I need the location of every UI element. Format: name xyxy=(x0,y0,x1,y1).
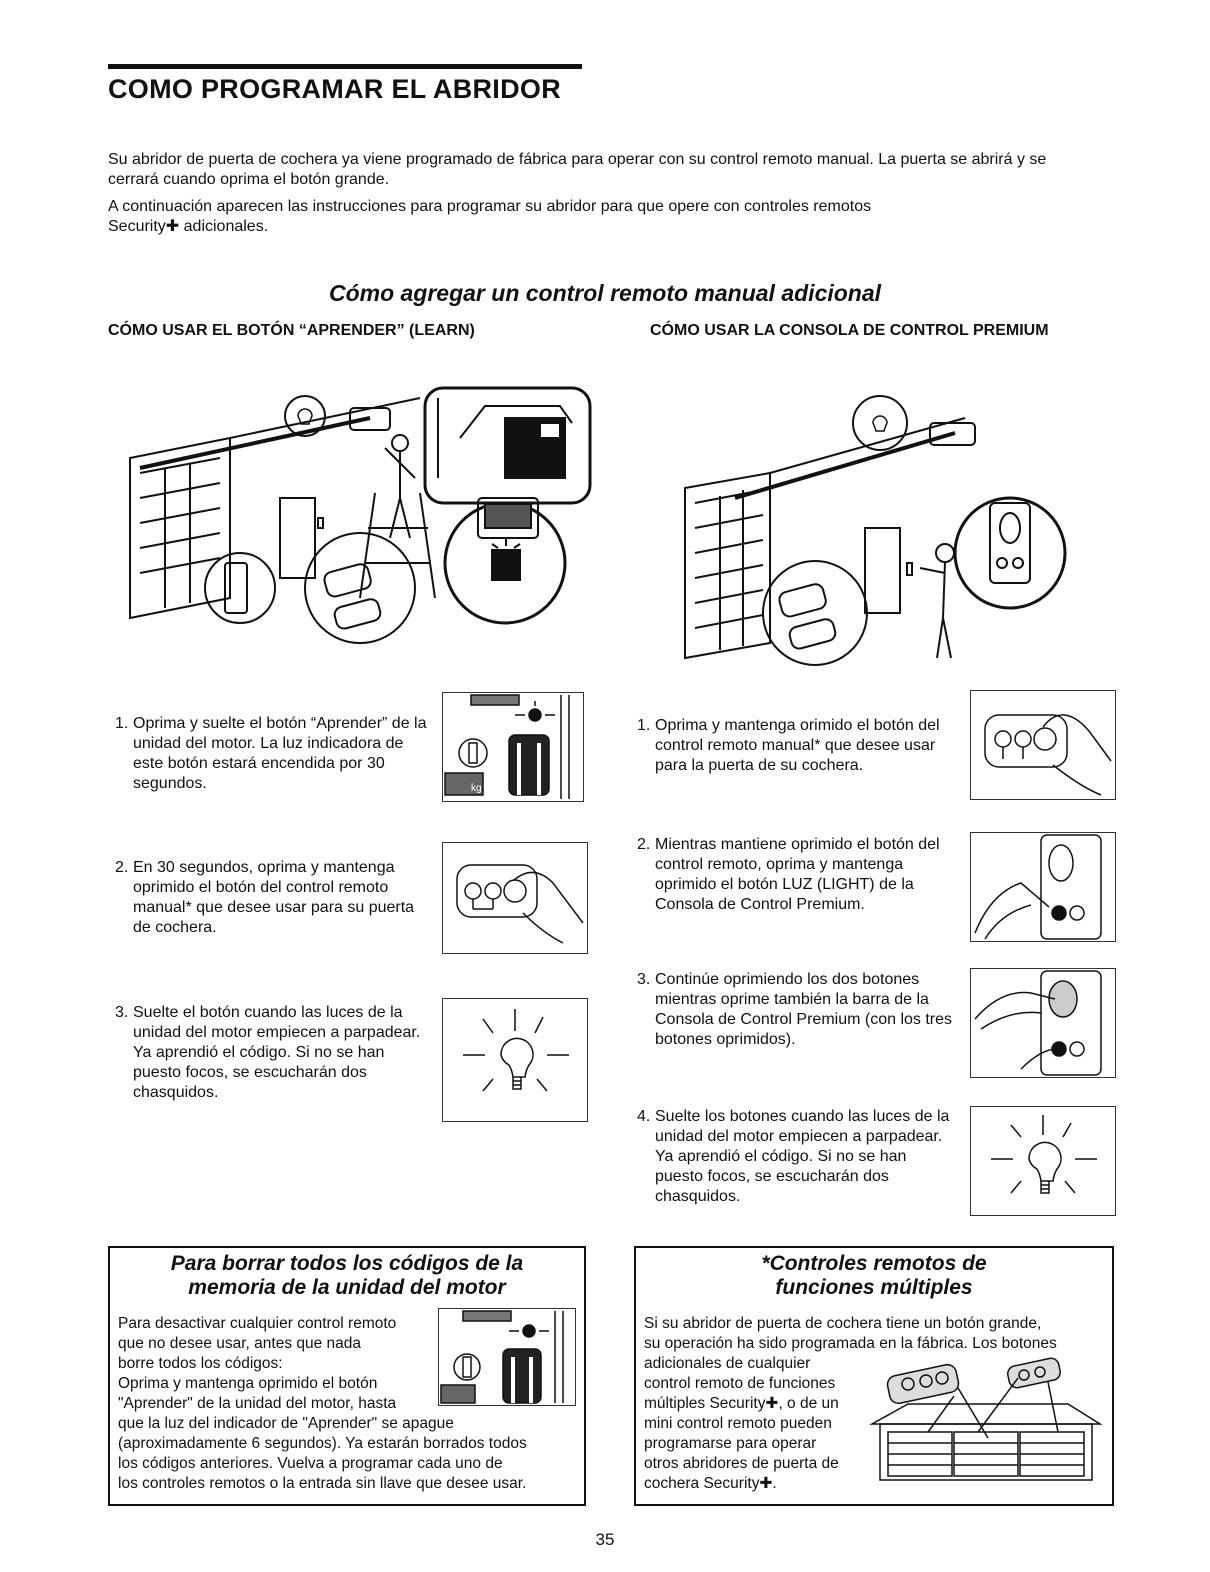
light-bulb-flashing-thumbnail-right xyxy=(970,1106,1116,1216)
left-step-3-number: 3. xyxy=(115,1004,129,1021)
multi-function-remotes-box xyxy=(634,1246,1114,1506)
erase-box-line-6: que la luz del indicador de "Aprender" se apague xyxy=(118,1415,454,1432)
right-step-1-number: 1. xyxy=(637,717,651,734)
remote-press-thumbnail xyxy=(442,842,588,954)
erase-box-line-3: borre todos los códigos: xyxy=(118,1355,283,1372)
right-step-2-number: 2. xyxy=(637,836,651,853)
page-title: COMO PROGRAMAR EL ABRIDOR xyxy=(108,74,561,104)
right-step-2-text: Mientras mantiene oprimido el botón del control remoto, oprima y mantenga oprimido el botón LUZ (LIGHT) de la Consola de Control Premium. xyxy=(655,836,940,913)
intro-paragraph-1: Su abridor de puerta de cochera ya viene programado de fábrica para operar con su control remoto manual. La puerta se abrirá y se cerrará cuando oprima el botón grande. xyxy=(108,151,1047,188)
multi-box-line-7: programarse para operar xyxy=(644,1435,817,1452)
multi-box-line-3: adicionales de cualquier xyxy=(644,1355,811,1372)
multi-box-line-1: Si su abridor de puerta de cochera tiene un botón grande, xyxy=(644,1315,1042,1332)
erase-box-title-line-1: Para borrar todos los códigos de la xyxy=(170,1252,524,1275)
multi-box-line-6: mini control remoto pueden xyxy=(644,1415,832,1432)
right-step-2 xyxy=(637,835,957,915)
multi-box-line-4: control remoto de funciones xyxy=(644,1375,836,1392)
erase-box-line-2: que no desee usar, antes que nada xyxy=(118,1335,362,1352)
learn-button-garage-illustration xyxy=(120,378,600,678)
light-bulb-flashing-thumbnail-left xyxy=(442,998,588,1122)
intro-paragraph-2b: Security✚ adicionales. xyxy=(108,218,269,235)
section-title: Cómo agregar un control remoto manual adicional xyxy=(328,280,882,306)
console-light-button-thumbnail xyxy=(970,832,1116,942)
erase-box-line-9: los controles remotos o la entrada sin llave que desee usar. xyxy=(118,1475,527,1492)
right-step-4 xyxy=(637,1107,957,1207)
thumbnail-label: kg xyxy=(471,783,482,794)
left-column-heading: CÓMO USAR EL BOTÓN “APRENDER” (LEARN) xyxy=(108,322,475,339)
right-column-heading: CÓMO USAR LA CONSOLA DE CONTROL PREMIUM xyxy=(650,322,1049,339)
garage-with-remotes-illustration xyxy=(868,1348,1104,1488)
page-number: 35 xyxy=(595,1530,615,1549)
left-step-2-number: 2. xyxy=(115,859,129,876)
left-step-3-text: Suelte el botón cuando las luces de la unidad del motor empiecen a parpadear. Ya aprendió el código. Si no se han puesto focos, se escucharán dos chasquidos. xyxy=(133,1004,421,1101)
remote-hold-thumbnail xyxy=(970,690,1116,800)
learn-button-thumbnail xyxy=(442,692,584,802)
left-step-2 xyxy=(115,858,435,938)
erase-box-line-8: los códigos anteriores. Vuelva a programar cada uno de xyxy=(118,1455,503,1472)
right-step-3-text: Continúe oprimiendo los dos botones mientras oprime también la barra de la Consola de Control Premium (con los tres botones oprimidos). xyxy=(655,971,953,1048)
left-step-1 xyxy=(115,714,435,794)
left-step-1-text: Oprima y suelte el botón “Aprender” de la unidad del motor. La luz indicadora de este botón estará encendida por 30 segundos. xyxy=(133,715,427,792)
erase-codes-box xyxy=(108,1246,586,1506)
multi-box-line-9: cochera Security✚. xyxy=(644,1475,777,1492)
multi-box-line-8: otros abridores de puerta de xyxy=(644,1455,839,1472)
erase-box-title-line-2: memoria de la unidad del motor xyxy=(188,1276,506,1299)
right-step-3-number: 3. xyxy=(637,971,651,988)
left-step-1-number: 1. xyxy=(115,715,129,732)
right-step-4-text: Suelte los botones cuando las luces de la unidad del motor empiecen a parpadear. Ya aprendió el código. Si no se han puesto focos, se escucharán dos chasquidos. xyxy=(655,1108,950,1205)
right-step-1 xyxy=(637,716,957,776)
erase-box-line-1: Para desactivar cualquier control remoto xyxy=(118,1315,397,1332)
right-step-4-number: 4. xyxy=(637,1108,651,1125)
erase-box-line-4: Oprima y mantenga oprimido el botón xyxy=(118,1375,378,1392)
console-three-buttons-thumbnail xyxy=(970,968,1116,1078)
intro-paragraph-2a: A continuación aparecen las instrucciones para programar su abridor para que opere con controles remotos xyxy=(108,198,872,215)
multi-box-title-line-1: *Controles remotos de xyxy=(761,1252,987,1275)
multi-box-title-line-2: funciones múltiples xyxy=(775,1276,973,1299)
erase-box-line-5: "Aprender" de la unidad del motor, hasta xyxy=(118,1395,397,1412)
erase-box-line-7: (aproximadamente 6 segundos). Ya estarán borrados todos xyxy=(118,1435,527,1452)
left-step-2-text: En 30 segundos, oprima y mantenga oprimido el botón del control remoto manual* que desee usar para su puerta de cochera. xyxy=(133,859,415,936)
right-step-3 xyxy=(637,970,957,1050)
left-step-3 xyxy=(115,1003,435,1103)
premium-console-garage-illustration xyxy=(675,378,1075,678)
title-rule xyxy=(108,64,582,69)
right-step-1-text: Oprima y mantenga orimido el botón del control remoto manual* que desee usar para la puerta de su cochera. xyxy=(655,717,940,774)
multi-box-line-2: su operación ha sido programada en la fábrica. Los botones xyxy=(644,1335,1057,1352)
erase-learn-button-thumbnail xyxy=(438,1308,576,1406)
multi-box-line-5: múltiples Security✚, o de un xyxy=(644,1395,839,1412)
